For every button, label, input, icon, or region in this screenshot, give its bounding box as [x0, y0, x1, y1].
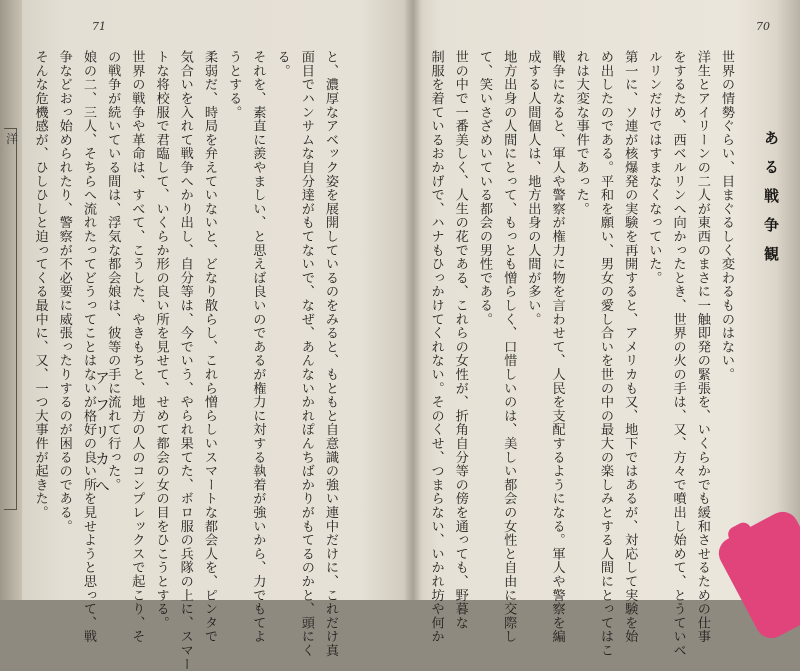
left-running-heading: アフリカへ [93, 370, 111, 505]
margin-character: 洋 [6, 132, 19, 146]
right_page-line-13: 制服を着ているおかげで、ハナもひっかけてくれない。そのくせ、つまらない、いかれ坊や何か [428, 50, 444, 644]
left-page-number: 71 [92, 20, 106, 33]
left_page-line-11: 娘の二、三人、そちらへ流れたってどうってことはないが格好の良い所を見せようと思って、戦 [80, 50, 96, 644]
left_page-line-7: 気合いを入れて戦争へかり出し、自分等は、今でいう、やられ果てた、ボロ服の兵隊の上に、スマー [177, 50, 193, 671]
left_page-line-1: と、濃厚なアベック姿を展開しているのをみると、もともと自意識の強い連中だけに、これだけ真 [323, 50, 338, 658]
right-page-body [423, 50, 738, 658]
left_page-line-4: それを、素直に羨やましい、と思えば良いのであるが権力に対する執着が強いから、力でもてよ [250, 50, 266, 644]
right_page-line-10: 地方出身の人間にとって、もっとも憎らしく、口惜しいのは、美しい都会の女性と自由に交際し [501, 50, 517, 644]
right_page-line-4: ルリンだけではすまなくなっていた。 [646, 50, 662, 285]
right_page-line-2: 洋生とアイリーンの二人が東西のまさに一触即発の緊張を、いくらかでも緩和させるための仕事 [694, 50, 710, 644]
right_page-line-12: 世の中で一番美しく、人生の花である、これらの女性が、折角自分等の傍を通っても、野暮な [452, 50, 468, 630]
right-page-number: 70 [756, 20, 770, 33]
right_page-line-9: 成する人間個人は、地方出身の人間が多い。 [525, 50, 541, 326]
right_page-line-7: れは大変な事件であった。 [573, 50, 589, 216]
right_page-line-3: をするため、西ベルリンへ向かったとき、世界の火の手は、又、方々で噴出し始めて、とうていベ [670, 50, 686, 658]
left-page-body [27, 50, 342, 671]
right_page-line-1: 世界の情勢ぐらい、目まぐるしく変わるものはない。 [719, 50, 734, 382]
left_page-line-9: 世界の戦争や革命は、すべて、こうした、やきもちと、地方の人のコンプレックスで起こり、そ [129, 50, 145, 644]
left_page-line-2: 面目でハンサムな自分達がもてないで、なぜ、あんないかれぽんちばかりがもてるのかと、頭にく [298, 50, 314, 658]
chapter-heading: ある戦争観 [762, 130, 780, 275]
right-page [418, 0, 800, 658]
left_page-line-3: る。 [274, 50, 290, 78]
left_page-line-5: うとする。 [226, 50, 242, 119]
right_page-line-8: 戦争になると、軍人や警察が権力に物を言わせて、人民を支配するようになる。軍人や警察を編 [549, 50, 565, 644]
left_page-line-12: 争などおっ始められたり、警察が不必要に威張ったりするのが困るのである。 [56, 50, 72, 533]
right_page-line-6: め出したのである。平和を願い、男女の愛し合いを世の中の最大の楽しみとする人間にとってはこ [597, 50, 613, 658]
right_page-line-5: 第一に、ソ連が核爆発の実験を再開すると、アメリカも又、地下ではあるが、対応して実験を始 [622, 50, 638, 644]
right_page-line-11: て、笑いさざめいている都会の男性である。 [476, 50, 492, 326]
left_page-line-13: そんな危機感が、ひしひしと迫ってくる最中に、又、一つ大事件が起きた。 [32, 50, 48, 520]
left_page-line-8: トな将校服で君臨して、いくらか形の良い所を見せて、せめて都会の女の目をひこうとする。 [153, 50, 169, 630]
left_page-line-10: の戦争が続いている間は、浮気な都会娘は、彼等の手に流れて行った。 [105, 50, 121, 492]
left_page-line-6: 柔弱だ、時局を弁えていないと、どなり散らし、これら憎らしいスマートな都会人を、ピンタで [201, 50, 217, 644]
